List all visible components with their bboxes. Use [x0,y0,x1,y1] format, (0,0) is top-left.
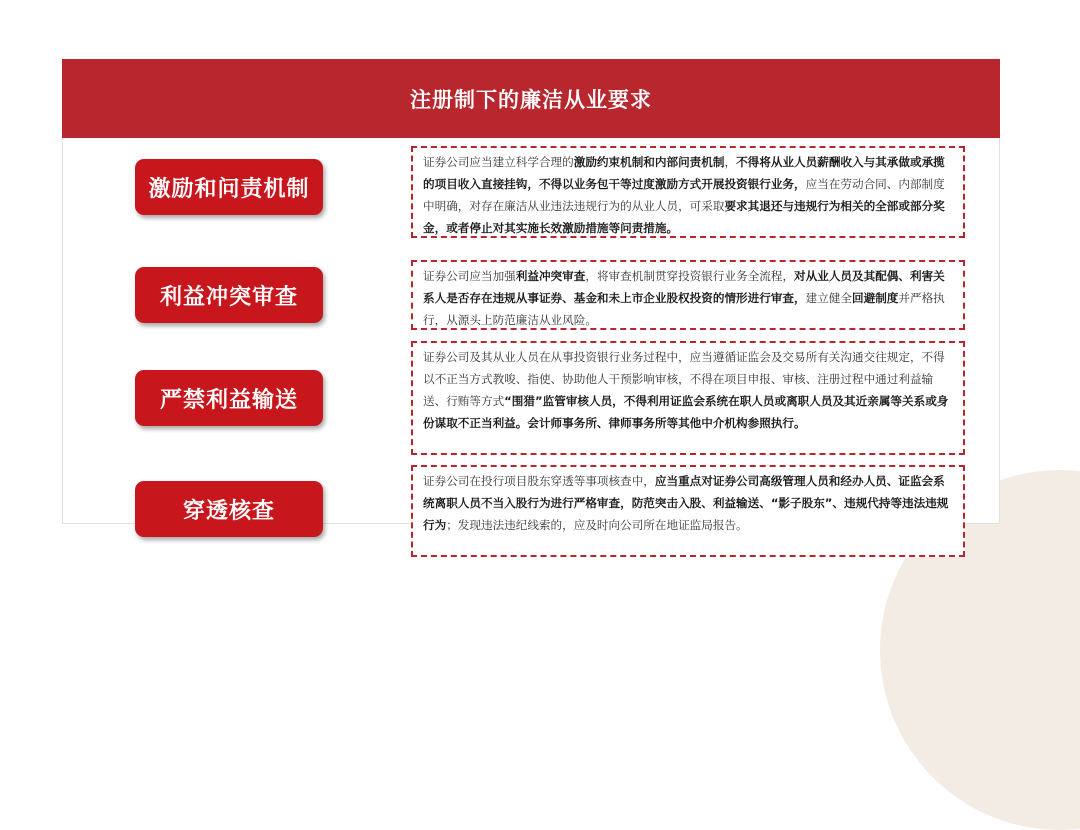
body-text: ，将审查机制贯穿投资银行业务全流程， [585,269,795,283]
section-desc-no-benefit-transfer [411,341,965,455]
section-label-penetration-check: 穿透核查 [135,481,323,537]
emphasis-text: 激励约束机制和内部问责机制 [573,155,725,169]
emphasis-text: 要求其退还与违规行为相关的全部或部分奖金，或者停止对其实施长效激励措施等问责措施。 [423,199,945,235]
emphasis-text: 不得将从业人员薪酬收入与其承做或承揽的项目收入直接挂钩，不得以业务包干等过度激励方式开展投资银行业务， [423,155,945,191]
section-label-conflict-review: 利益冲突审查 [135,267,323,323]
emphasis-text: 应当重点对证券公司高级管理人员和经办人员、证监会系统离职人员不当入股行为进行严格审查，防范突击入股、利益输送、“影子股东”、违规代持等违法违规行为 [423,474,949,532]
body-text: 证券公司应当建立科学合理的 [423,155,574,169]
body-text: 建立健全 [805,291,852,305]
body-text: ， [724,155,737,169]
section-desc-penetration-check [411,465,965,557]
emphasis-text: 利益冲突审查 [515,269,586,283]
section-desc-conflict-review [411,260,965,330]
page-title: 注册制下的廉洁从业要求 [62,59,1000,138]
section-label-no-benefit-transfer: 严禁利益输送 [135,370,323,426]
body-text: 证券公司及其从业人员在从事投资银行业务过程中，应当遵循证监会及交易所有关沟通交往规定，不得以不正当方式教唆、指使、协助他人干预影响审核，不得在项目申报、审核、注册过程中通过利益输送、行贿等方式 [423,350,945,408]
emphasis-text: “围猎”监管审核人员，不得利用证监会系统在职人员或离职人员及其近亲属等关系或身份谋取不正当利益。会计师事务所、律师事务所等其他中介机构参照执行。 [423,394,949,430]
section-desc-incentive-accountability [411,146,965,238]
section-label-incentive-accountability: 激励和问责机制 [135,159,323,215]
body-text: 应当在劳动合同、内部制度中明确，对存在廉洁从业违法违规行为的从业人员，可采取 [423,177,945,213]
emphasis-text: 对从业人员及其配偶、利害关系人是否存在违规从事证券、基金和未上市企业股权投资的情形进行审查， [423,269,945,305]
body-text: ；发现违法违纪线索的，应及时向公司所在地证监局报告。 [446,518,748,532]
body-text: 并严格执行，从源头上防范廉洁从业风险。 [423,291,945,327]
body-text: 证券公司在投行项目股东穿透等事项核查中， [423,474,655,488]
body-text: 证券公司应当加强 [423,269,516,283]
emphasis-text: 回避制度 [852,291,899,305]
